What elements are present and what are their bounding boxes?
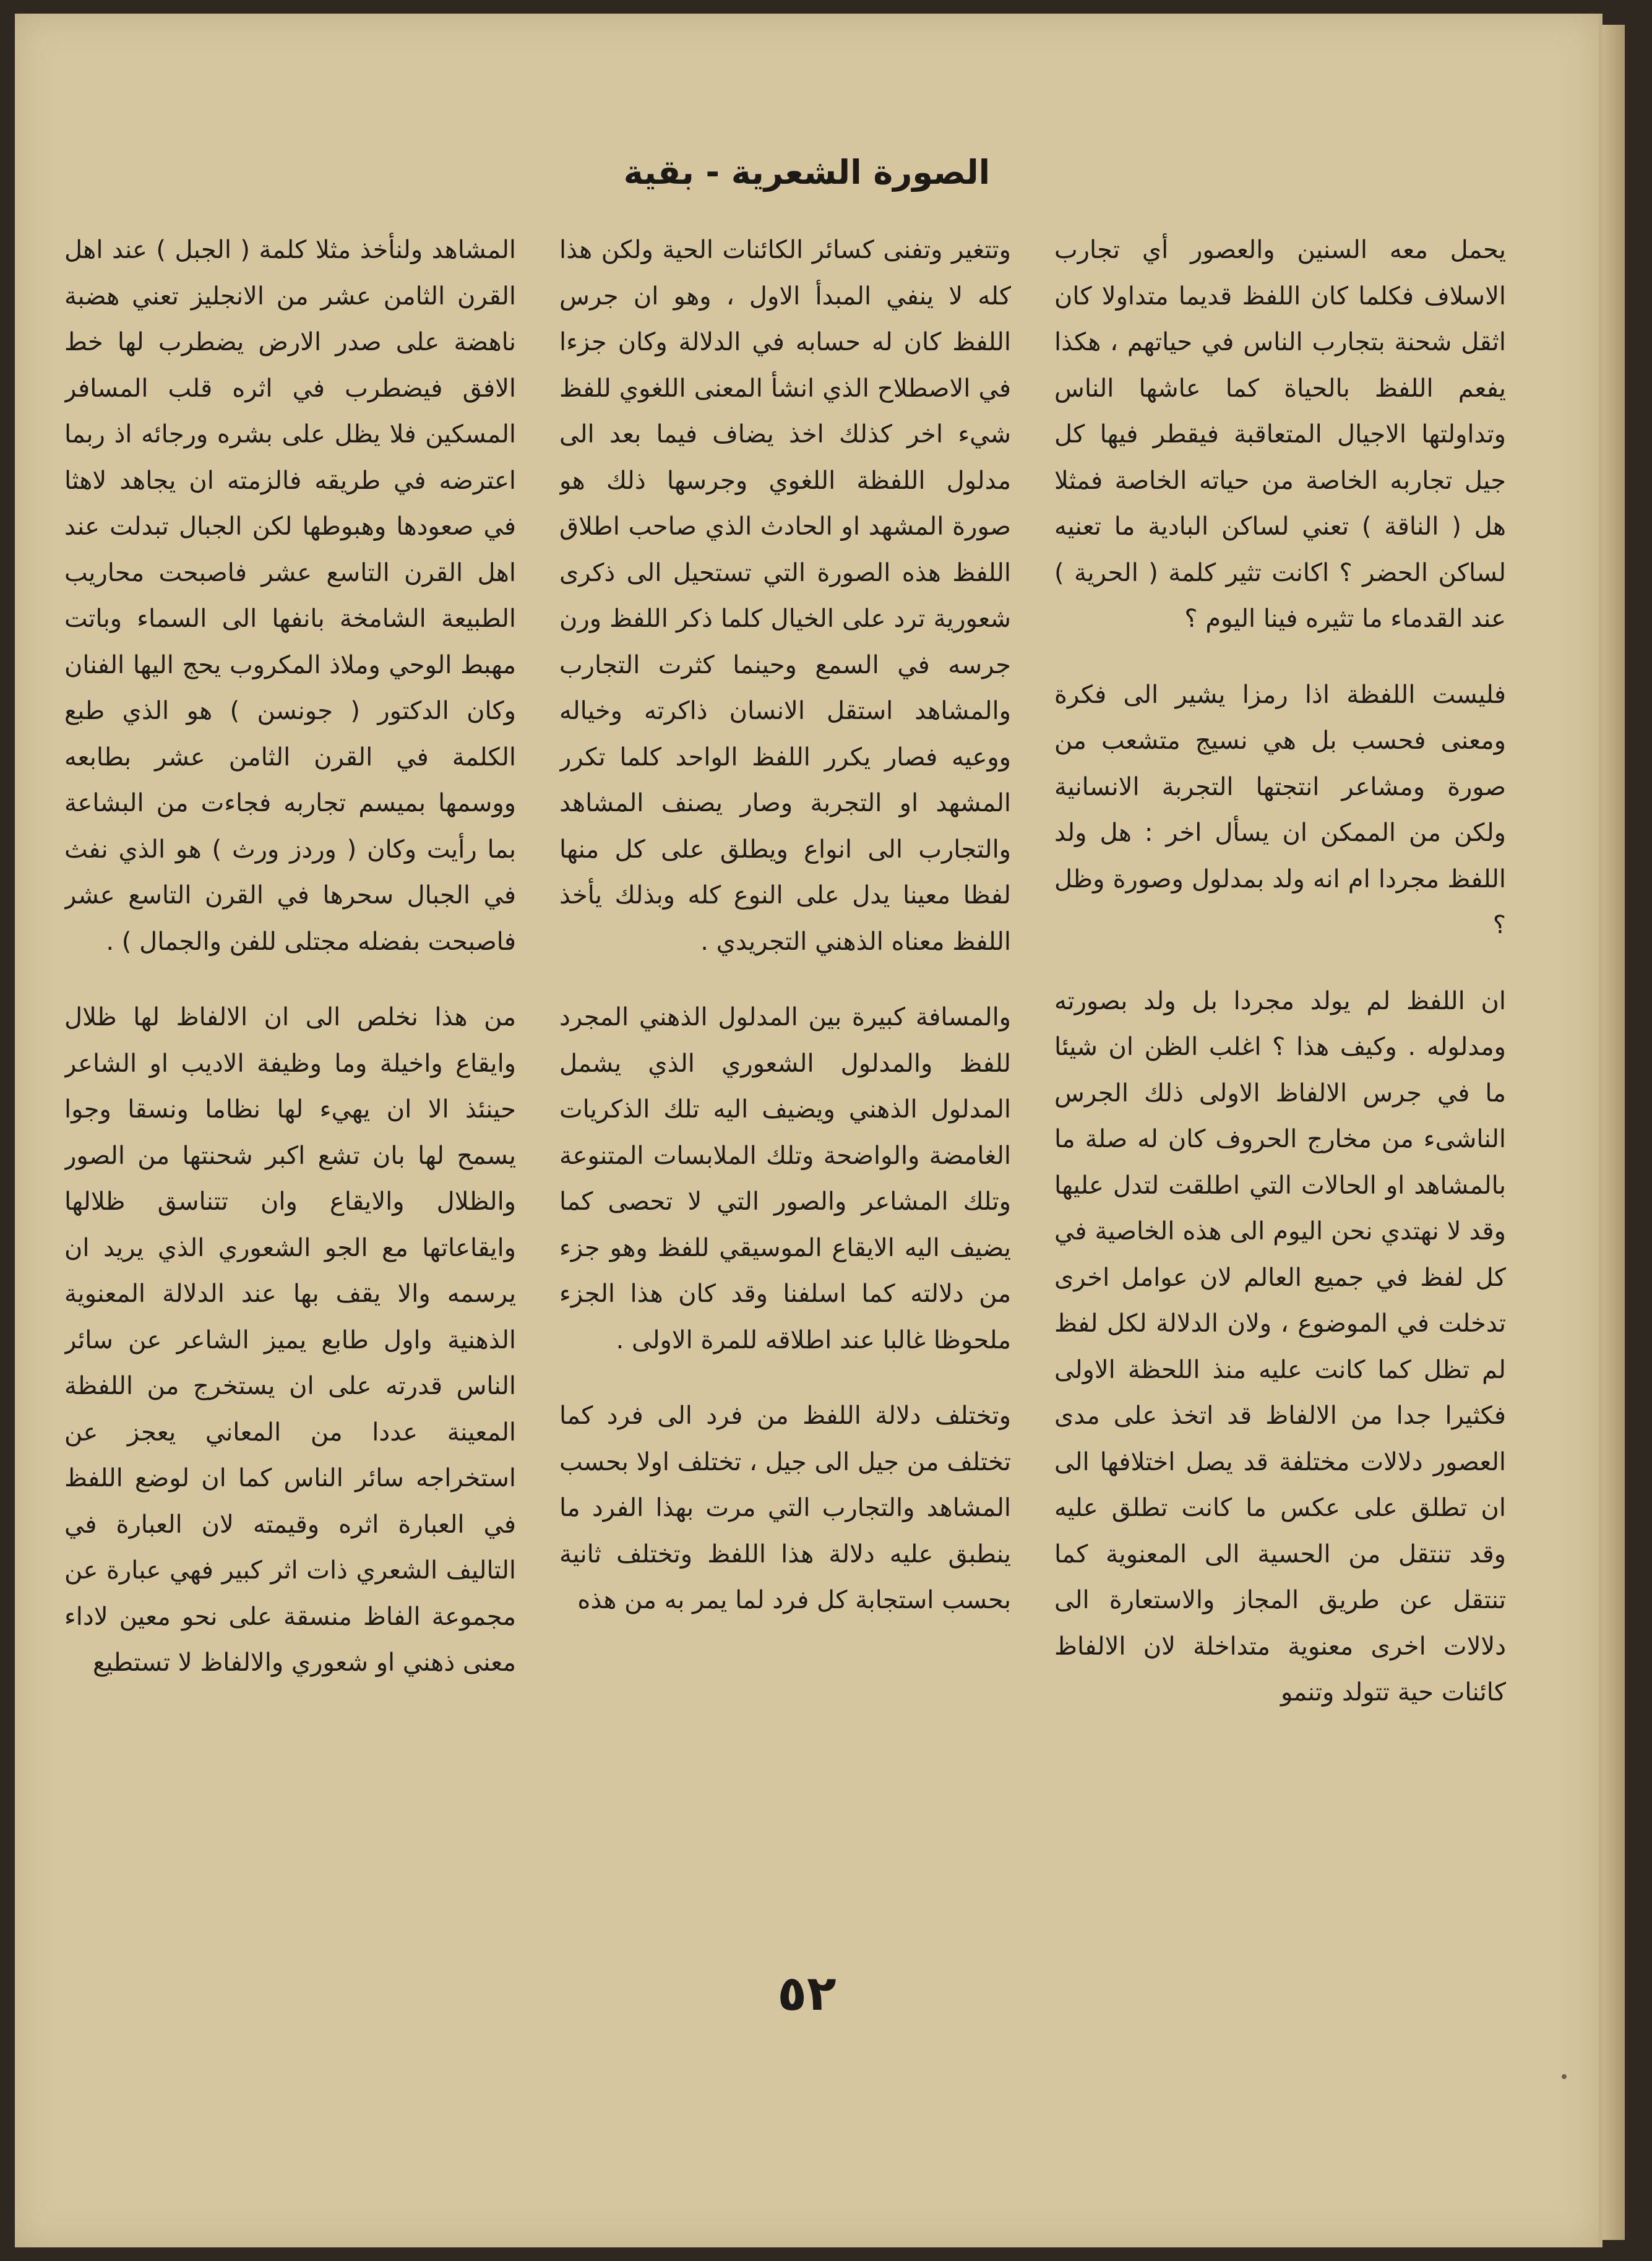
- paragraph: المشاهد ولنأخذ مثلا كلمة ( الجبل ) عند اهل القرن الثامن عشر من الانجليز تعني هضبة ناهضة على صدر الارض يضطرب لها خط الافق فيضطرب في اثره قلب المسافر المسكين فلا يظل على بشره ورجائه اذ ربما اعترضه في طريقه فالزمته ان يجاهد لاهثا في صعودها وهبوطها لكن الجبال تبدلت عند اهل القرن التاسع عشر فاصبحت محاريب الطبيعة الشامخة بانفها الى السماء وباتت مهبط الوحي وملاذ المكروب يحج اليها الفنان وكان الدكتور ( جونسن ) هو الذي طبع الكلمة في القرن الثامن عشر بطابعه ووسمها بميسم تجاربه فجاءت من البشاعة بما رأيت وكان ( وردز ورث ) هو الذي نفث في الجبال سحرها في القرن التاسع عشر فاصبحت بفضله مجتلى للفن والجمال ) .: [64, 236, 516, 956]
- paragraph: فليست اللفظة اذا رمزا يشير الى فكرة ومعنى فحسب بل هي نسيج متشعب من صورة ومشاعر انتجتها التجربة الانسانية ولكن من الممكن ان يسأل اخر : هل ولد اللفظ مجردا ام انه ولد بمدلول وصورة وظل ؟: [1054, 680, 1506, 939]
- text-column-left: [64, 227, 516, 1935]
- page-title: الصورة الشعرية - بقية: [623, 153, 991, 192]
- paragraph: يحمل معه السنين والعصور أي تجارب الاسلاف فكلما كان اللفظ قديما متداولا كان اثقل شحنة بتجارب الناس في حياتهم ، هكذا يفعم اللفظ بالحياة كما عاشها الناس وتداولتها الاجيال المتعاقبة فيقطر فيها كل جيل تجاربه الخاصة من حياته الخاصة فمثلا هل ( الناقة ) تعني لساكن البادية ما تعنيه لساكن الحضر ؟ اكانت تثير كلمة ( الحرية ) عند القدماء ما تثيره فينا اليوم ؟: [1054, 236, 1506, 633]
- paragraph: ان اللفظ لم يولد مجردا بل ولد بصورته ومدلوله . وكيف هذا ؟ اغلب الظن ان شيئا ما في جرس الالفاظ الاولى ذلك الجرس الناشىء من مخارج الحروف كان له صلة ما بالمشاهد او الحالات التي اطلقت لتدل عليها وقد لا نهتدي نحن اليوم الى هذه الخاصية في كل لفظ في جميع العالم لان عوامل اخرى تدخلت في الموضوع ، ولان الدلالة لكل لفظ لم تظل كما كانت عليه منذ اللحظة الاولى فكثيرا جدا من الالفاظ قد اتخذ على مدى العصور دلالات مختلفة قد يصل اختلافها الى ان تطلق على عكس ما كانت تطلق عليه وقد تنتقل من الحسية الى المعنوية كما تنتقل عن طريق المجاز والاستعارة الى دلالات اخرى معنوية متداخلة لان الالفاظ كائنات حية تتولد وتنمو: [1054, 986, 1506, 1707]
- magazine-page: [15, 14, 1603, 2247]
- paragraph: والمسافة كبيرة بين المدلول الذهني المجرد للفظ والمدلول الشعوري الذي يشمل المدلول الذهني ويضيف اليه تلك الذكريات الغامضة والواضحة وتلك الملابسات المتنوعة وتلك المشاعر والصور التي لا تحصى كما يضيف اليه الايقاع الموسيقي للفظ وهو جزء من دلالته كما اسلفنا وقد كان هذا الجزء ملحوظا غالبا عند اطلاقه للمرة الاولى .: [559, 1003, 1011, 1354]
- text-column-right: [1054, 227, 1506, 1935]
- page-edge: [1603, 25, 1625, 2240]
- text-column-middle: [559, 227, 1011, 1935]
- paper-speck: [1562, 2074, 1567, 2079]
- paragraph: وتتغير وتفنى كسائر الكائنات الحية ولكن هذا كله لا ينفي المبدأ الاول ، وهو ان جرس اللفظ كان له حسابه في الدلالة وكان جزءا في الاصطلاح الذي انشأ المعنى اللغوي للفظ شيء اخر كذلك اخذ يضاف فيما بعد الى مدلول اللفظة اللغوي وجرسها ذلك هو صورة المشهد او الحادث الذي صاحب اطلاق اللفظ هذه الصورة التي تستحيل الى ذكرى شعورية ترد على الخيال كلما ذكر اللفظ ورن جرسه في السمع وحينما كثرت التجارب والمشاهد استقل الانسان ذاكرته وخياله ووعيه فصار يكرر اللفظ الواحد كلما تكرر المشهد او التجربة وصار يصنف المشاهد والتجارب الى انواع ويطلق على كل منها لفظا معينا يدل على النوع كله وبذلك يأخذ اللفظ معناه الذهني التجريدي .: [559, 236, 1011, 956]
- paragraph: وتختلف دلالة اللفظ من فرد الى فرد كما تختلف من جيل الى جيل ، تختلف اولا بحسب المشاهد والتجارب التي مرت بهذا الفرد ما ينطبق عليه دلالة هذا اللفظ وتختلف ثانية بحسب استجابة كل فرد لما يمر به من هذه: [559, 1402, 1011, 1614]
- paragraph: من هذا نخلص الى ان الالفاظ لها ظلال وايقاع واخيلة وما وظيفة الاديب او الشاعر حينئذ الا ان يهيء لها نظاما ونسقا وجوا يسمح لها بان تشع اكبر شحنتها من الصور والظلال والايقاع وان تتناسق ظلالها وايقاعاتها مع الجو الشعوري الذي يريد ان يرسمه والا يقف بها عند الدلالة المعنوية الذهنية واول طابع يميز الشاعر عن سائر الناس قدرته على ان يستخرج من اللفظة المعينة عددا من المعاني يعجز عن استخراجه سائر الناس كما ان لوضع اللفظ في العبارة اثره وقيمته لان العبارة في التاليف الشعري ذات اثر كبير فهي عبارة عن مجموعة الفاظ منسقة على نحو معين لاداء معنى ذهني او شعوري والالفاظ لا تستطيع: [64, 1003, 516, 1677]
- page-number: ٥٢: [777, 1966, 837, 2022]
